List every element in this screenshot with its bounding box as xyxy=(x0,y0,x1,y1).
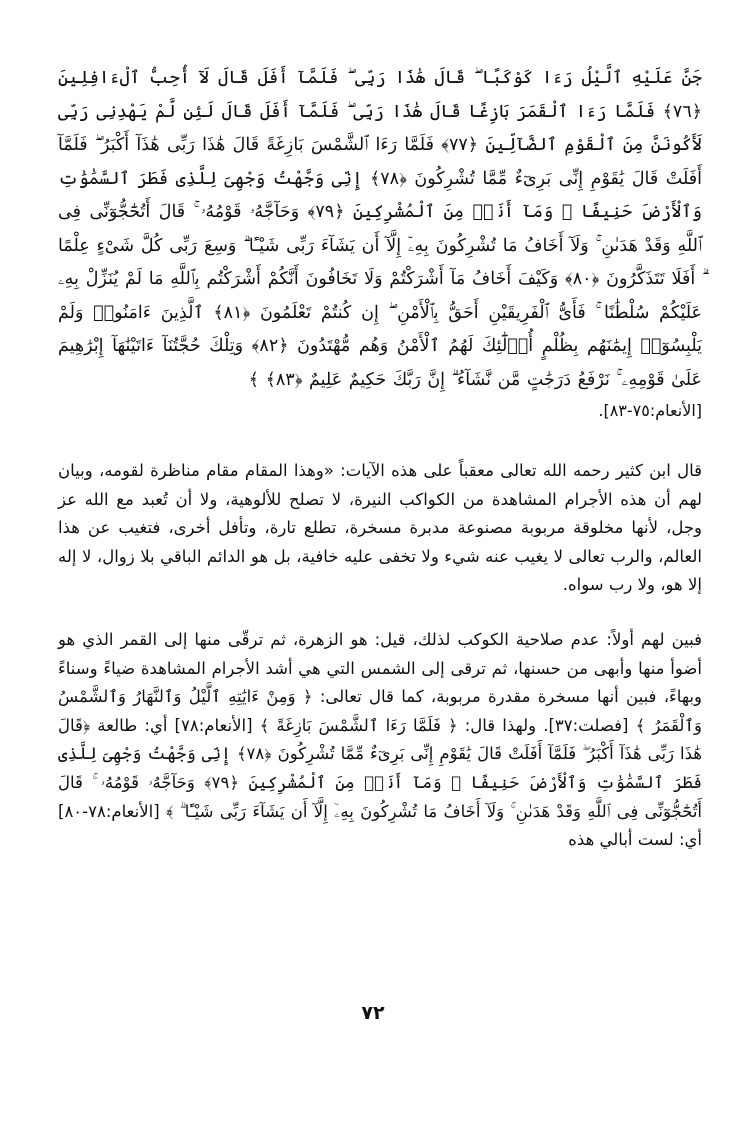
inline-ayah-anam-78-80: ﴿قَالَ هَٰذَا رَبِّى هَٰذَآ أَكْبَرُ ۖ فَلَمَّآ أَفَلَتْ قَالَ يَٰقَوْمِ إِنِّى بَرِىٓءٌ مِّمَّا تُشْرِكُونَ ﴿٧٨﴾ إِنِّى وَجَّهْتُ وَجْهِىَ لِلَّذِى فَطَرَ ٱلسَّمَٰوَٰتِ وَٱلْأَرْضَ حَنِيفًا ۖ وَمَآ أَنَا۠ مِنَ ٱلْمُشْرِكِينَ ﴿٧٩﴾ وَحَآجَّهُۥ قَوْمُهُۥ ۚ قَالَ أَتُحَٰٓجُّوٓنِّى فِى ٱللَّهِ وَقَدْ هَدَىٰنِ ۚ وَلَآ أَخَافُ مَا تُشْرِكُونَ بِهِۦٓ إِلَّآ أَن يَشَآءَ رَبِّى شَيْـًٔا ۗ ﴾ xyxy=(58,715,703,821)
ref-anam-78-80: [الأنعام:٧٨-٨٠] xyxy=(58,801,166,821)
surah-reference: [الأنعام:٧٥-٨٣]. xyxy=(598,401,702,420)
page-content xyxy=(58,62,702,1082)
explanation-mid-text-2: أي: طالعة xyxy=(90,715,168,735)
quran-verses-block xyxy=(58,62,702,425)
explanation-tail-text: أي: لست أبالي هذه xyxy=(568,830,702,850)
page-number: ٧٢ xyxy=(361,1002,385,1024)
explanation-lead-text: فبين لهم أولاً: عدم صلاحية الكوكب لذلك، قيل: هو الزهرة، ثم ترقّى منها إلى القمر الذي هو أضوأ منها وأبهى من حسنها، ثم ترقى إلى الشمس التي هي أشد الأجرام المشاهدة ضياءً وسناءً وبهاءً، فبين أنها مسخرة مقدرة مربوبة، كما قال تعالى: xyxy=(58,629,702,707)
explanation-mid-text-1: ولهذا قال: xyxy=(457,715,537,735)
explanation-paragraph xyxy=(58,626,702,855)
inline-ayah-anam-78a: ﴿ فَلَمَّا رَءَا ٱلشَّمْسَ بَازِغَةً ﴾ xyxy=(259,715,458,735)
ref-fussilat: [فصلت:٣٧]. xyxy=(536,715,636,735)
inline-ayah-fussilat: ﴿ وَمِنْ ءَايَٰتِهِ ٱلَّيْلُ وَٱلنَّهَارُ وَٱلشَّمْسُ وَٱلْقَمَرُ ﴾ xyxy=(58,687,703,735)
ibn-kathir-quote-paragraph: قال ابن كثير رحمه الله تعالى معقباً على هذه الآيات: «وهذا المقام مقام مناظرة لقومه، وبيان لهم أن هذه الأجرام المشاهدة من الكواكب النيرة، لا تصلح للألوهية، ولا أن تُعبد مع الله عز وجل، لأنها مخلوقة مربوبة مصنوعة مدبرة مسخرة، تطلع تارة، وتأفل أخرى، فتغيب عن هذا العالم، والرب تعالى لا يغيب عنه شيء ولا تخفى عليه خافية، بل هو الدائم الباقي بلا زوال، لا إله إلا هو، ولا رب سواه. xyxy=(58,461,702,595)
quran-verses-text: جَنَّ عَلَيْهِ ٱلَّيْلُ رَءَا كَوْكَبًا ۖ قَالَ هَٰذَا رَبِّى ۖ فَلَمَّآ أَفَلَ قَالَ لَآ أُحِبُّ ٱلْءَافِلِينَ ﴿٧٦﴾ فَلَمَّا رَءَا ٱلْقَمَرَ بَازِغًا قَالَ هَٰذَا رَبِّى ۖ فَلَمَّآ أَفَلَ قَالَ لَئِن لَّمْ يَهْدِنِى رَبِّى لَأَكُونَنَّ مِنَ ٱلْقَوْمِ ٱلضَّآلِّينَ ﴿٧٧﴾ فَلَمَّا رَءَا ٱلشَّمْسَ بَازِغَةً قَالَ هَٰذَا رَبِّى هَٰذَآ أَكْبَرُ ۖ فَلَمَّآ أَفَلَتْ قَالَ يَٰقَوْمِ إِنِّى بَرِىٓءٌ مِّمَّا تُشْرِكُونَ ﴿٧٨﴾ إِنِّى وَجَّهْتُ وَجْهِىَ لِلَّذِى فَطَرَ ٱلسَّمَٰوَٰتِ وَٱلْأَرْضَ حَنِيفًا ۖ وَمَآ أَنَا۠ مِنَ ٱلْمُشْرِكِينَ ﴿٧٩﴾ وَحَآجَّهُۥ قَوْمُهُۥ ۚ قَالَ أَتُحَٰٓجُّوٓنِّى فِى ٱللَّهِ وَقَدْ هَدَىٰنِ ۚ وَلَآ أَخَافُ مَا تُشْرِكُونَ بِهِۦٓ إِلَّآ أَن يَشَآءَ رَبِّى شَيْـًٔا ۗ وَسِعَ رَبِّى كُلَّ شَىْءٍ عِلْمًا ۗ أَفَلَا تَتَذَكَّرُونَ ﴿٨٠﴾ وَكَيْفَ أَخَافُ مَآ أَشْرَكْتُمْ وَلَا تَخَافُونَ أَنَّكُمْ أَشْرَكْتُم بِٱللَّهِ مَا لَمْ يُنَزِّلْ بِهِۦ عَلَيْكُمْ سُلْطَٰنًا ۚ فَأَىُّ ٱلْفَرِيقَيْنِ أَحَقُّ بِٱلْأَمْنِ ۖ إِن كُنتُمْ تَعْلَمُونَ ﴿٨١﴾ ٱلَّذِينَ ءَامَنُوا۟ وَلَمْ يَلْبِسُوٓا۟ إِيمَٰنَهُم بِظُلْمٍ أُو۟لَٰٓئِكَ لَهُمُ ٱلْأَمْنُ وَهُم مُّهْتَدُونَ ﴿٨٢﴾ وَتِلْكَ حُجَّتُنَآ ءَاتَيْنَٰهَآ إِبْرَٰهِيمَ عَلَىٰ قَوْمِهِۦ ۚ نَرْفَعُ دَرَجَٰتٍ مَّن نَّشَآءُ ۗ إِنَّ رَبَّكَ حَكِيمٌ عَلِيمٌ ﴿٨٣﴾ ﴾ xyxy=(58,68,702,390)
ref-anam-78: [الأنعام:٧٨] xyxy=(167,715,260,735)
